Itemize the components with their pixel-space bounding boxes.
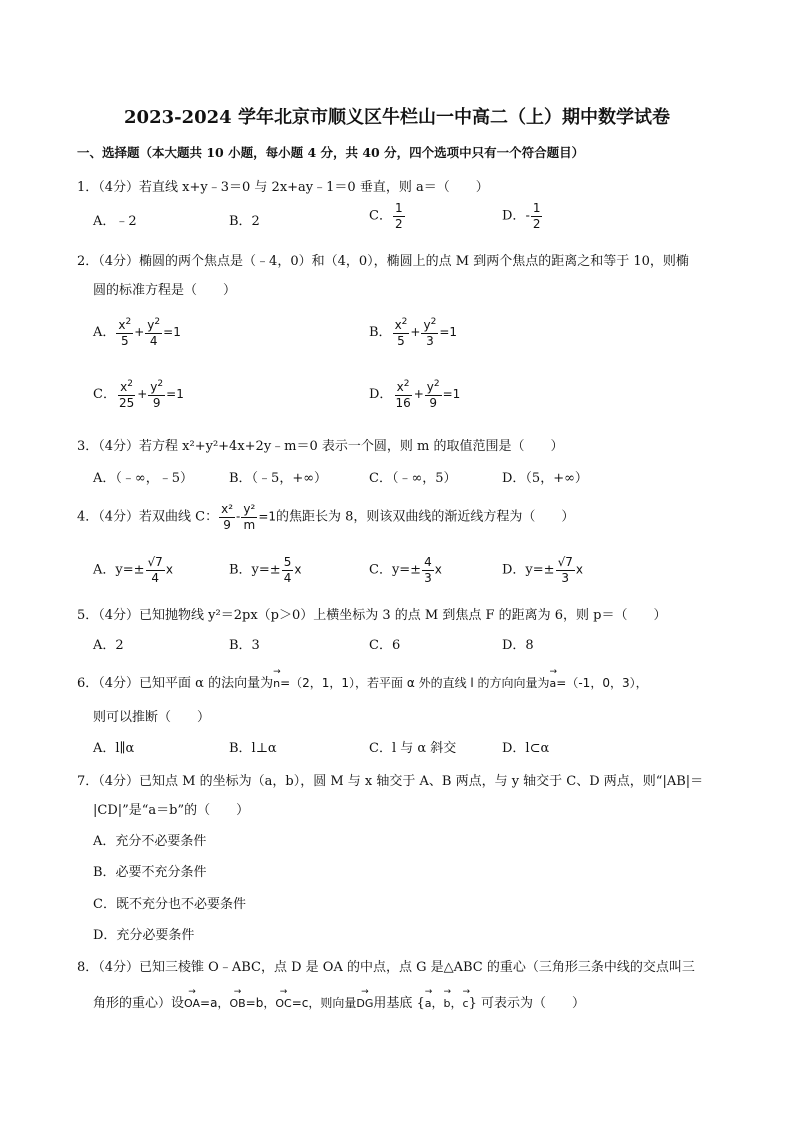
page-title: 2023-2024 学年北京市顺义区牛栏山一中高二（上）期中数学试卷: [124, 107, 670, 128]
section-heading: 一、选择题（本大题共 10 小题，每小题 4 分，共 40 分，四个选项中只有一个符合题目）: [77, 145, 585, 160]
q3-option-d: D．（5，+∞）: [502, 471, 588, 486]
q1-option-c: C． $\frac{1}{2}$: [369, 201, 403, 231]
q6-option-d: D．l⊂α: [502, 741, 550, 756]
q6-option-c: C．l 与 α 斜交: [369, 741, 457, 756]
q3-option-c: C．（﹣∞，5）: [369, 471, 457, 486]
q5-option-a: A．2: [93, 638, 124, 653]
q5-option-d: D．8: [502, 638, 534, 653]
question-5: 5．（4分）已知抛物线 y²＝2px（p＞0）上横坐标为 3 的点 M 到焦点 F 的距离为 6，则 p＝（ ）: [77, 608, 667, 623]
q2-option-a: A． $\frac{x^2}{5}$ + $\frac{y^2}{4}$ =1: [93, 317, 181, 348]
question-6-line1: 6．（4分）已知平面 α 的法向量为→ n=（2，1，1），若平面 α 外的直线 l 的方向向量为→ a=（-1，0，3），: [77, 672, 648, 691]
q4-option-b: B．y=± $\frac{5}{4}$ x: [229, 555, 302, 585]
q4-option-a: A．y=± $\frac{√7}{4}$ x: [93, 555, 173, 585]
q7-option-d: D．充分必要条件: [93, 928, 195, 943]
question-2-line1: 2．（4分）椭圆的两个焦点是（﹣4，0）和（4，0），椭圆上的点 M 到两个焦点的距离之和等于 10，则椭: [77, 254, 689, 269]
q5-option-b: B．3: [229, 638, 260, 653]
q4-option-d: D．y=± $\frac{√7}{3}$ x: [502, 555, 583, 585]
q2-option-c: C． $\frac{x^2}{25}$ + $\frac{y^2}{9}$ =1: [93, 379, 184, 410]
q1-option-a: A．﹣2: [93, 214, 137, 229]
q1-option-d: D．- $\frac{1}{2}$: [502, 201, 541, 231]
question-4: 4．（4分）若双曲线 C： $\frac{\text{x²}}{9}$ - $\frac{\text{y²}}{m}$ =1的焦距长为 8，则该双曲线的渐近线方程为（ ）: [77, 502, 575, 532]
q7-option-b: B．必要不充分条件: [93, 865, 207, 880]
q7-option-c: C．既不充分也不必要条件: [93, 897, 246, 912]
question-3: 3．（4分）若方程 x²+y²+4x+2y﹣m＝0 表示一个圆，则 m 的取值范围是（ ）: [77, 439, 564, 454]
question-8-line2: 角形的重心）设→ OA=a，→ OB=b，→ OC=c，则向量→ DG用基底 {→ a，→ b，→ c} 可表示为（ ）: [93, 992, 585, 1011]
q7-option-a: A．充分不必要条件: [93, 834, 207, 849]
question-6-line2: 则可以推断（ ）: [93, 710, 211, 725]
question-1: 1．（4分）若直线 x+y﹣3＝0 与 2x+ay﹣1＝0 垂直，则 a＝（ ）: [77, 180, 489, 195]
question-7-line1: 7．（4分）已知点 M 的坐标为（a，b），圆 M 与 x 轴交于 A、B 两点，与 y 轴交于 C、D 两点，则“|AB|＝: [77, 774, 704, 789]
question-7-line2: |CD|”是“a＝b”的（ ）: [93, 803, 250, 818]
q4-option-c: C．y=± $\frac{4}{3}$ x: [369, 555, 442, 585]
q5-option-c: C．6: [369, 638, 401, 653]
q2-option-d: D． $\frac{x^2}{16}$ + $\frac{y^2}{9}$ =1: [369, 379, 461, 410]
q2-option-b: B． $\frac{x^2}{5}$ + $\frac{y^2}{3}$ =1: [369, 317, 458, 348]
q1-option-b: B．2: [229, 214, 260, 229]
q3-option-a: A．（﹣∞，﹣5）: [93, 471, 193, 486]
question-2-line2: 圆的标准方程是（ ）: [93, 283, 237, 298]
q6-option-a: A．l∥α: [93, 741, 135, 756]
q3-option-b: B．（﹣5，+∞）: [229, 471, 328, 486]
question-8-line1: 8．（4分）已知三棱锥 O﹣ABC，点 D 是 OA 的中点，点 G 是△ABC 的重心（三角形三条中线的交点叫三: [77, 960, 695, 975]
q6-option-b: B．l⊥α: [229, 741, 277, 756]
